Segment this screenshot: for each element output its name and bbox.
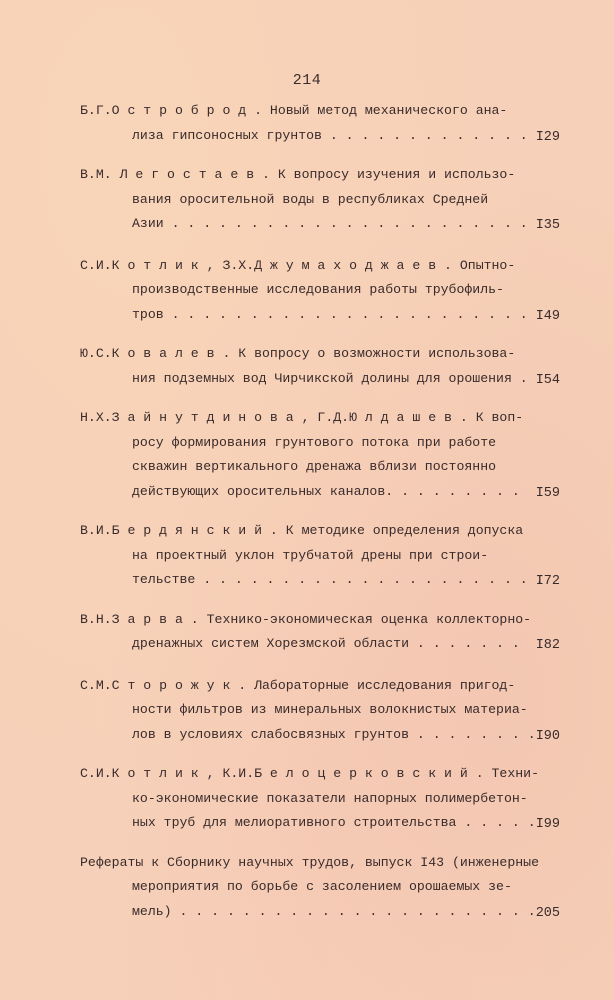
toc-entry-author-line: Н.Х.З а й н у т д и н о в а , Г.Д.Ю л д а ш е в . К воп- (80, 410, 524, 425)
toc-entry-line: росу формирования грунтового потока при работе (132, 434, 497, 450)
toc-entry-author-line: Ю.С.К о в а л е в . К вопросу о возможности использова- (80, 346, 516, 361)
toc-entry-page: I82 (535, 638, 560, 653)
toc-entry-page: I59 (535, 485, 560, 501)
toc-entry-text: дренажных систем Хорезмской области . . . . . . . (132, 636, 520, 651)
toc-entry (80, 608, 560, 657)
toc-entry-page: I72 (535, 574, 560, 589)
toc-entry-text: лов в условиях слабосвязных грунтов . . . . . . . . (132, 726, 536, 742)
toc-entry (80, 674, 560, 748)
toc-entry-page: 205 (535, 905, 560, 921)
toc-entry-line (80, 367, 560, 392)
toc-entry-line (80, 212, 560, 237)
toc-entry (80, 342, 560, 391)
toc-entry-text: ных труб для мелиоративного строительства . . . . . (132, 815, 536, 830)
toc-entry-text: действующих оросительных каналов. . . . . . . . . (132, 483, 520, 499)
toc-entry-author-line: Рефераты к Сборнику научных трудов, выпуск I43 (инженерные (80, 854, 539, 870)
toc-entry-line (80, 811, 560, 836)
toc-entry-page: I99 (535, 817, 560, 832)
toc-entry (80, 99, 560, 148)
toc-entry-line (80, 632, 560, 657)
toc-entry-page: I35 (535, 218, 560, 233)
toc-entry-page: I54 (535, 372, 560, 388)
toc-entry-text: Азии . . . . . . . . . . . . . . . . . . . . . . . (132, 216, 528, 231)
toc-entry-author-line: Б.Г.О с т р о б р о д . Новый метод механического ана- (80, 103, 508, 118)
toc-entry (80, 254, 560, 328)
toc-entry-author-line: С.И.К о т л и к , З.Х.Д ж у м а х о д ж а е в . Опытно- (80, 257, 516, 273)
toc-entry-author-line: В.И.Б е р д я н с к и й . К методике определения допуска (80, 523, 524, 538)
toc-entry-line (80, 124, 560, 149)
toc-entry-text: мель) . . . . . . . . . . . . . . . . . . . . . . . (132, 903, 536, 919)
toc-entry-page: I49 (535, 308, 560, 324)
toc-entry-line: ности фильтров из минеральных волокнистых материа- (132, 702, 528, 717)
toc-entry (80, 851, 560, 925)
toc-entry-text: тельстве . . . . . . . . . . . . . . . . . . . . . . (132, 572, 544, 587)
toc-entry-line: на проектный уклон трубчатой дрены при строи- (132, 547, 489, 563)
toc-entry-line (80, 303, 560, 328)
toc-entry-author-line: С.И.К о т л и к , К.И.Б е л о ц е р к о в с к и й . Техни- (80, 766, 539, 781)
toc-entry-line: мероприятия по борьбе с засолением орошаемых зе- (132, 879, 512, 894)
toc-entry-text: ния подземных вод Чирчикской долины для орошения . (132, 370, 528, 386)
toc-entry-line (80, 568, 560, 593)
toc-entry-page: I90 (535, 728, 560, 744)
toc-entry-line: скважин вертикального дренажа вблизи постоянно (132, 459, 497, 474)
toc-entry-line: вания оросительной воды в республиках Средней (132, 191, 489, 207)
toc-entry-page: I29 (535, 129, 560, 145)
toc-entry-text: тров . . . . . . . . . . . . . . . . . . . . . . . (132, 306, 528, 322)
toc-entry-author-line: В.М. Л е г о с т а е в . К вопросу изучения и использо- (80, 167, 516, 182)
toc-entry-author-line: С.М.С т о р о ж у к . Лабораторные исследования пригод- (80, 677, 516, 693)
page-number: 214 (292, 72, 322, 89)
toc-entry-line (80, 900, 560, 925)
table-of-contents (80, 99, 560, 939)
toc-entry (80, 762, 560, 836)
toc-entry-line (80, 480, 560, 505)
toc-entry-line: производственные исследования работы трубофиль- (132, 282, 504, 297)
toc-entry-line (80, 723, 560, 748)
toc-entry (80, 519, 560, 593)
toc-entry-line: ко-экономические показатели напорных полимербетон- (132, 790, 528, 806)
toc-entry (80, 406, 560, 504)
toc-entry (80, 163, 560, 237)
toc-entry-text: лиза гипсоносных грунтов . . . . . . . . . . . . . (132, 127, 528, 143)
toc-entry-author-line: В.Н.З а р в а . Технико-экономическая оценка коллекторно- (80, 611, 532, 627)
